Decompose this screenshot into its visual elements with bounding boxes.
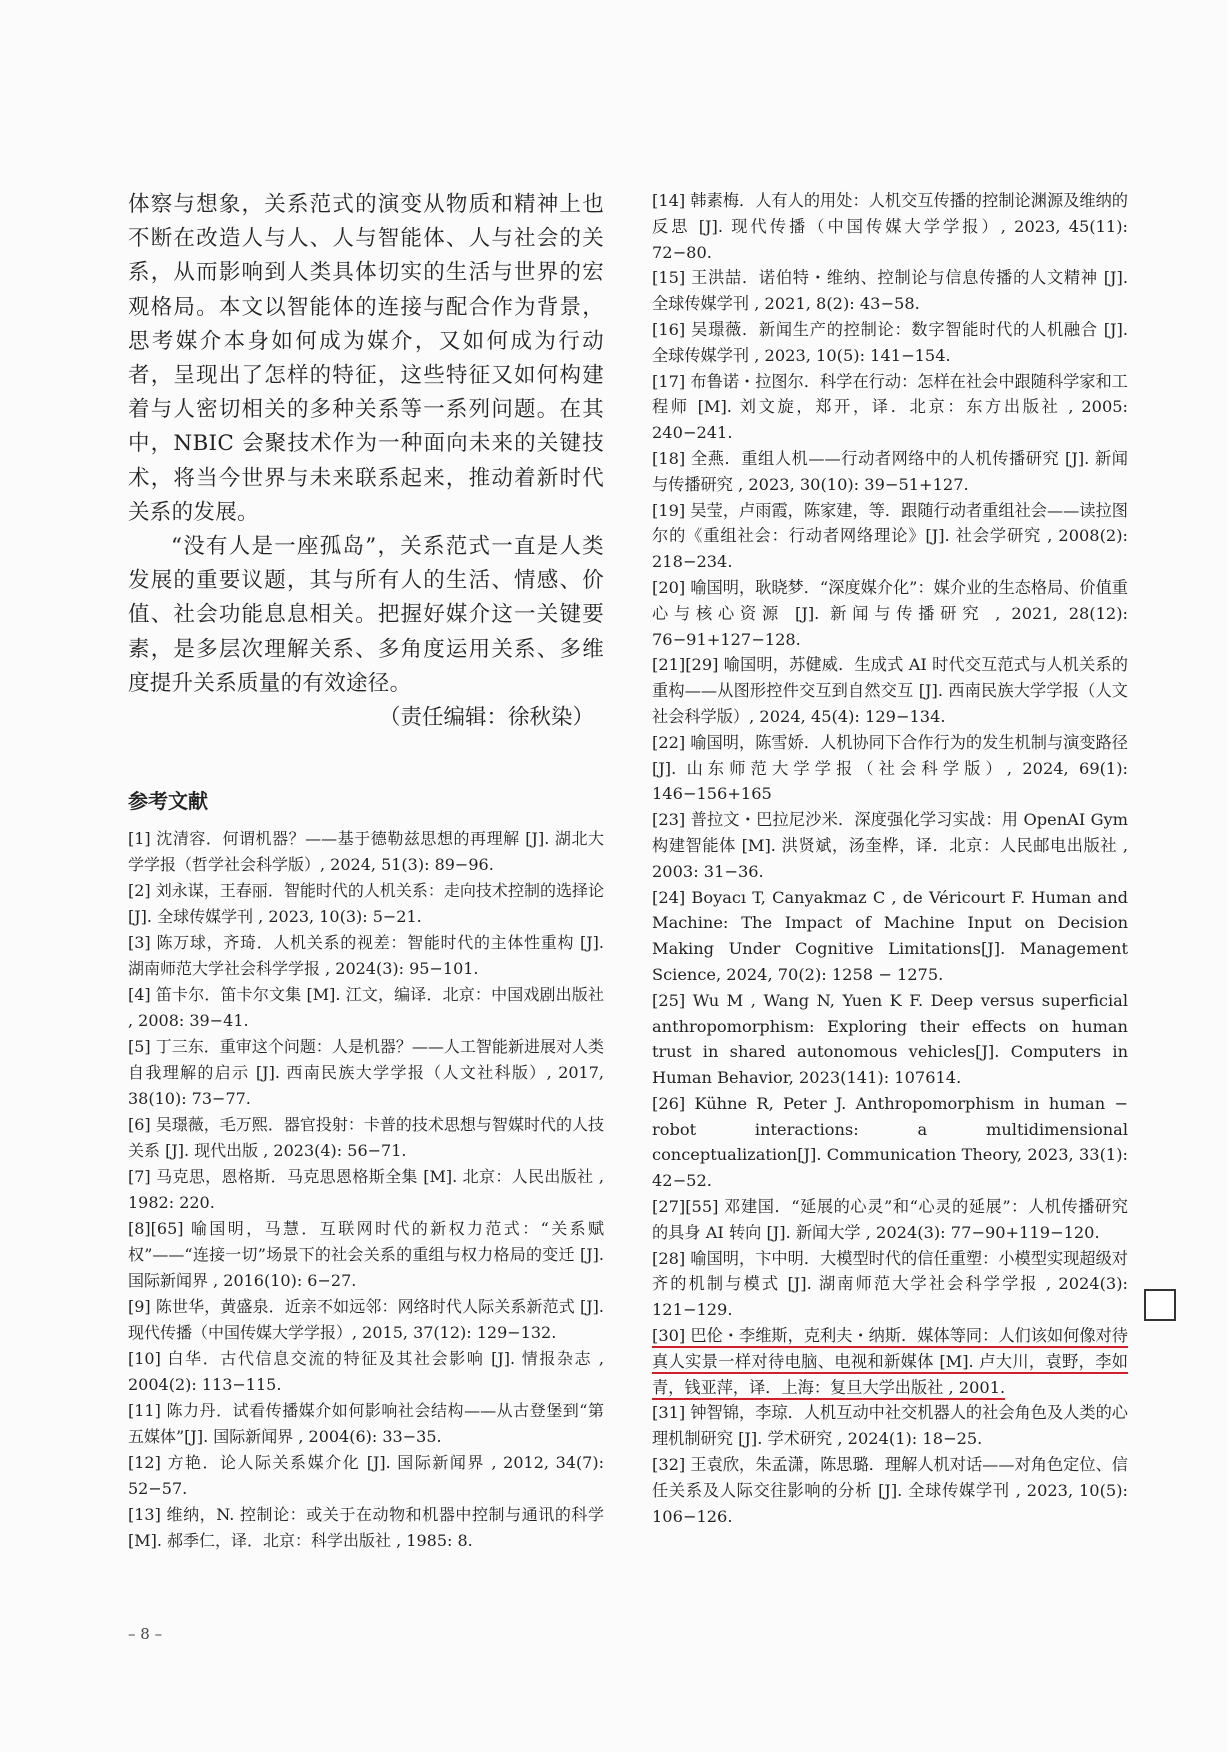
reference-item: [32] 王袁欣，朱孟潇，陈思璐．理解人机对话——对角色定位、信任关系及人际交往影响的分析 [J]. 全球传媒学刊 , 2023, 10(5): 106−126. [652, 1455, 1128, 1526]
reference-item: [11] 陈力丹．试看传播媒介如何影响社会结构——从古登堡到“第五媒体”[J]. 国际新闻界 , 2004(6): 33−35. [128, 1401, 604, 1447]
reference-item: [24] Boyacı T, Canyakmaz C , de Véricourt F. Human and Machine: The Impact of Machine Input on Decision Making Under Cognitive Limitations[J]. Management Science, 2024, 70(2): 1258 − 1275. [652, 887, 1128, 984]
reference-item: [17] 布鲁诺・拉图尔．科学在行动：怎样在社会中跟随科学家和工程师 [M]. 刘文旋，郑开，译．北京：东方出版社 , 2005: 240−241. [652, 371, 1128, 443]
reference-item: [18] 全燕．重组人机——行动者网络中的人机传播研究 [J]. 新闻与传播研究 , 2023, 30(10): 39−51+127. [652, 448, 1128, 494]
reference-item: [3] 陈万球，齐琦．人机关系的视差：智能时代的主体性重构 [J]. 湖南师范大学社会科学学报 , 2024(3): 95−101. [128, 933, 604, 979]
reference-item: [5] 丁三东．重审这个问题：人是机器？——人工智能新进展对人类自我理解的启示 [J]. 西南民族大学学报（人文社科版）, 2017, 38(10): 73−77. [128, 1037, 604, 1109]
reference-item: [21][29] 喻国明，苏健威．生成式 AI 时代交互范式与人机关系的重构——从图形控件交互到自然交互 [J]. 西南民族大学学报（人文社会科学版）, 2024, 45(4): 129−134. [652, 655, 1128, 726]
reference-item: [8][65] 喻国明，马慧．互联网时代的新权力范式：“关系赋权”——“连接一切”场景下的社会关系的重组与权力格局的变迁 [J]. 国际新闻界 , 2016(10): 6−27. [128, 1219, 604, 1291]
reference-item-highlighted: [30] 巴伦・李维斯，克利夫・纳斯．媒体等同：人们该如何像对待真人实景一样对待电脑、电视和新媒体 [M]. 卢大川，袁野，李如青，钱亚萍，译．上海：复旦大学出版社 , 2001. [652, 1326, 1128, 1397]
reference-item: [27][55] 邓建国．“延展的心灵”和“心灵的延展”：人机传播研究的具身 AI 转向 [J]. 新闻大学 , 2024(3): 77−90+119−120. [652, 1197, 1128, 1242]
reference-item: [20] 喻国明，耿晓梦．“深度媒介化”：媒介业的生态格局、价值重心与核心资源 [J]. 新闻与传播研究 , 2021, 28(12): 76−91+127−128. [652, 577, 1128, 649]
reference-item: [31] 钟智锦，李琼．人机互动中社交机器人的社会角色及人类的心理机制研究 [J]. 学术研究 , 2024(1): 18−25. [652, 1403, 1128, 1449]
reference-item: [9] 陈世华，黄盛泉．近亲不如远邻：网络时代人际关系新范式 [J]. 现代传播（中国传媒大学学报）, 2015, 37(12): 129−132. [128, 1297, 604, 1343]
reference-item: [15] 王洪喆．诺伯特・维纳、控制论与信息传播的人文精神 [J]. 全球传媒学刊 , 2021, 8(2): 43−58. [652, 268, 1128, 314]
reference-item: [2] 刘永谋，王春丽．智能时代的人机关系：走向技术控制的选择论 [J]. 全球传媒学刊 , 2023, 10(3): 5−21. [128, 881, 604, 927]
select-checkbox[interactable] [1144, 1289, 1176, 1321]
reference-item: [12] 方艳．论人际关系媒介化 [J]. 国际新闻界 , 2012, 34(7): 52−57. [128, 1453, 604, 1499]
body-paragraph: 体察与想象，关系范式的演变从物质和精神上也不断在改造人与人、人与智能体、人与社会的关系，从而影响到人类具体切实的生活与世界的宏观格局。本文以智能体的连接与配合作为背景，思考媒介本身如何成为媒介，又如何成为行动者，呈现出了怎样的特征，这些特征又如何构建着与人密切相关的多种关系等一系列问题。在其中，NBIC 会聚技术作为一种面向未来的关键技术，将当今世界与未来联系起来，推动着新时代关系的发展。 [128, 192, 604, 525]
right-column [652, 188, 1128, 1529]
reference-item: [1] 沈清容．何谓机器？——基于德勒兹思想的再理解 [J]. 湖北大学学报（哲学社会科学版）, 2024, 51(3): 89−96. [128, 829, 604, 875]
reference-item: [13] 维纳，N. 控制论：或关于在动物和机器中控制与通讯的科学 [M]. 郝季仁，译．北京：科学出版社 , 1985: 8. [128, 1505, 604, 1551]
page-number: – 8 – [128, 1625, 163, 1643]
left-column [128, 188, 604, 1554]
reference-item: [14] 韩素梅．人有人的用处：人机交互传播的控制论渊源及维纳的反思 [J]. 现代传播（中国传媒大学学报）, 2023, 45(11): 72−80. [652, 191, 1128, 262]
reference-item: [26] Kühne R, Peter J. Anthropomorphism in human − robot interactions: a multidimensional conceptualization[J]. Communication Theory, 2023, 33(1): 42−52. [652, 1093, 1128, 1191]
reference-item: [4] 笛卡尔．笛卡尔文集 [M]. 江文，编译．北京：中国戏剧出版社 , 2008: 39−41. [128, 985, 604, 1031]
reference-item: [6] 吴璟薇，毛万熙．器官投射：卡普的技术思想与智媒时代的人技关系 [J]. 现代出版 , 2023(4): 56−71. [128, 1115, 604, 1161]
reference-item: [19] 吴莹，卢雨霞，陈家建，等．跟随行动者重组社会——读拉图尔的《重组社会：行动者网络理论》[J]. 社会学研究 , 2008(2): 218−234. [652, 500, 1128, 572]
reference-item: [10] 白华．古代信息交流的特征及其社会影响 [J]. 情报杂志 , 2004(2): 113−115. [128, 1349, 604, 1395]
reference-item: [7] 马克思，恩格斯．马克思恩格斯全集 [M]. 北京：人民出版社 , 1982: 220. [128, 1167, 604, 1213]
reference-item: [28] 喻国明，卞中明．大模型时代的信任重塑：小模型实现超级对齐的机制与模式 [J]. 湖南师范大学社会科学学报 , 2024(3): 121−129. [652, 1248, 1128, 1320]
reference-item: [25] Wu M , Wang N, Yuen K F. Deep versus superficial anthropomorphism: Exploring their effects on human trust in shared autonomous vehicles[J]. Computers in Human Behavior, 2023(141): 107614. [652, 990, 1128, 1088]
reference-item: [22] 喻国明，陈雪娇．人机协同下合作行为的发生机制与演变路径 [J]. 山东师范大学学报（社会科学版）, 2024, 69(1): 146−156+165 [652, 732, 1128, 804]
references-heading: 参考文献 [128, 789, 208, 814]
body-paragraph: “没有人是一座孤岛”，关系范式一直是人类发展的重要议题，其与所有人的生活、情感、价值、社会功能息息相关。把握好媒介这一关键要素，是多层次理解关系、多角度运用关系、多维度提升关系质量的有效途径。 [128, 534, 604, 696]
reference-item: [16] 吴璟薇．新闻生产的控制论：数字智能时代的人机融合 [J]. 全球传媒学刊 , 2023, 10(5): 141−154. [652, 319, 1128, 365]
reference-item: [23] 普拉文・巴拉尼沙米．深度强化学习实战：用 OpenAI Gym 构建智能体 [M]. 洪贤斌，汤奎桦，译．北京：人民邮电出版社 , 2003: 31−36. [652, 810, 1128, 881]
editor-note: （责任编辑：徐秋染） [378, 705, 594, 731]
